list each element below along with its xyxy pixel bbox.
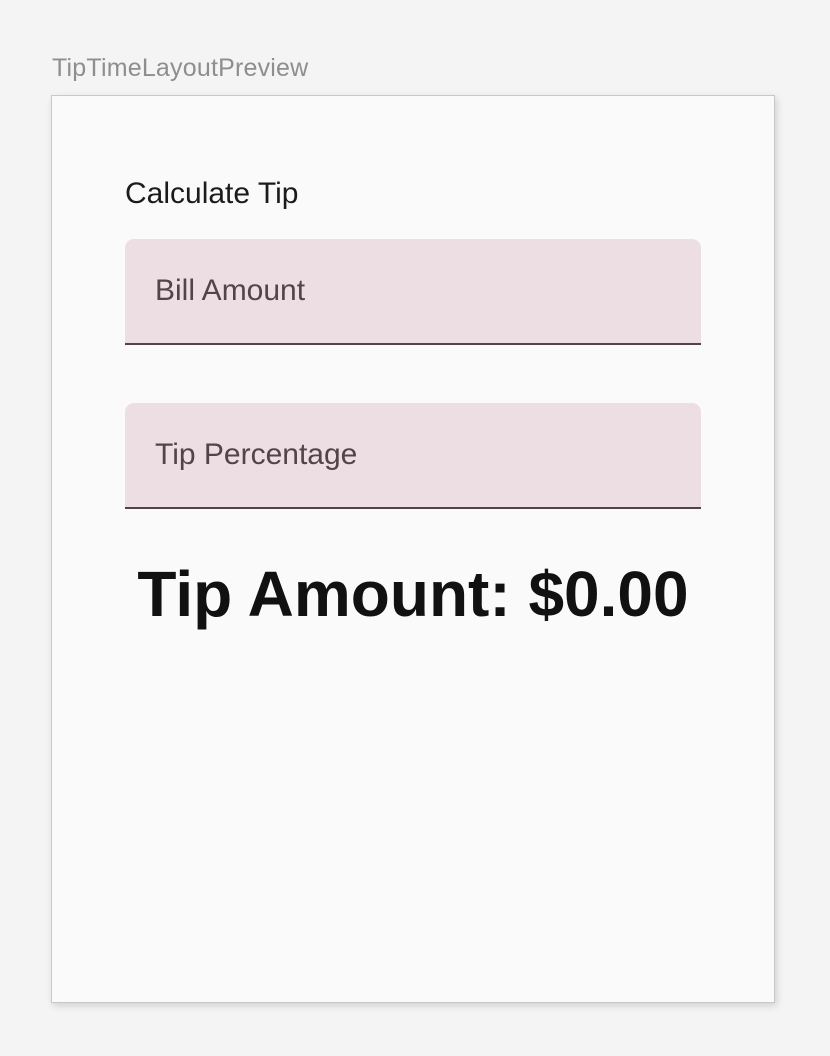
tip-amount-result: Tip Amount: $0.00 [137, 558, 689, 630]
calculate-tip-heading: Calculate Tip [125, 177, 299, 210]
compose-preview-frame [51, 95, 775, 1003]
bill-amount-input[interactable] [125, 239, 701, 345]
tip-time-screen [52, 96, 774, 633]
preview-title: TipTimeLayoutPreview [52, 54, 309, 82]
tip-percentage-input[interactable] [125, 403, 701, 509]
